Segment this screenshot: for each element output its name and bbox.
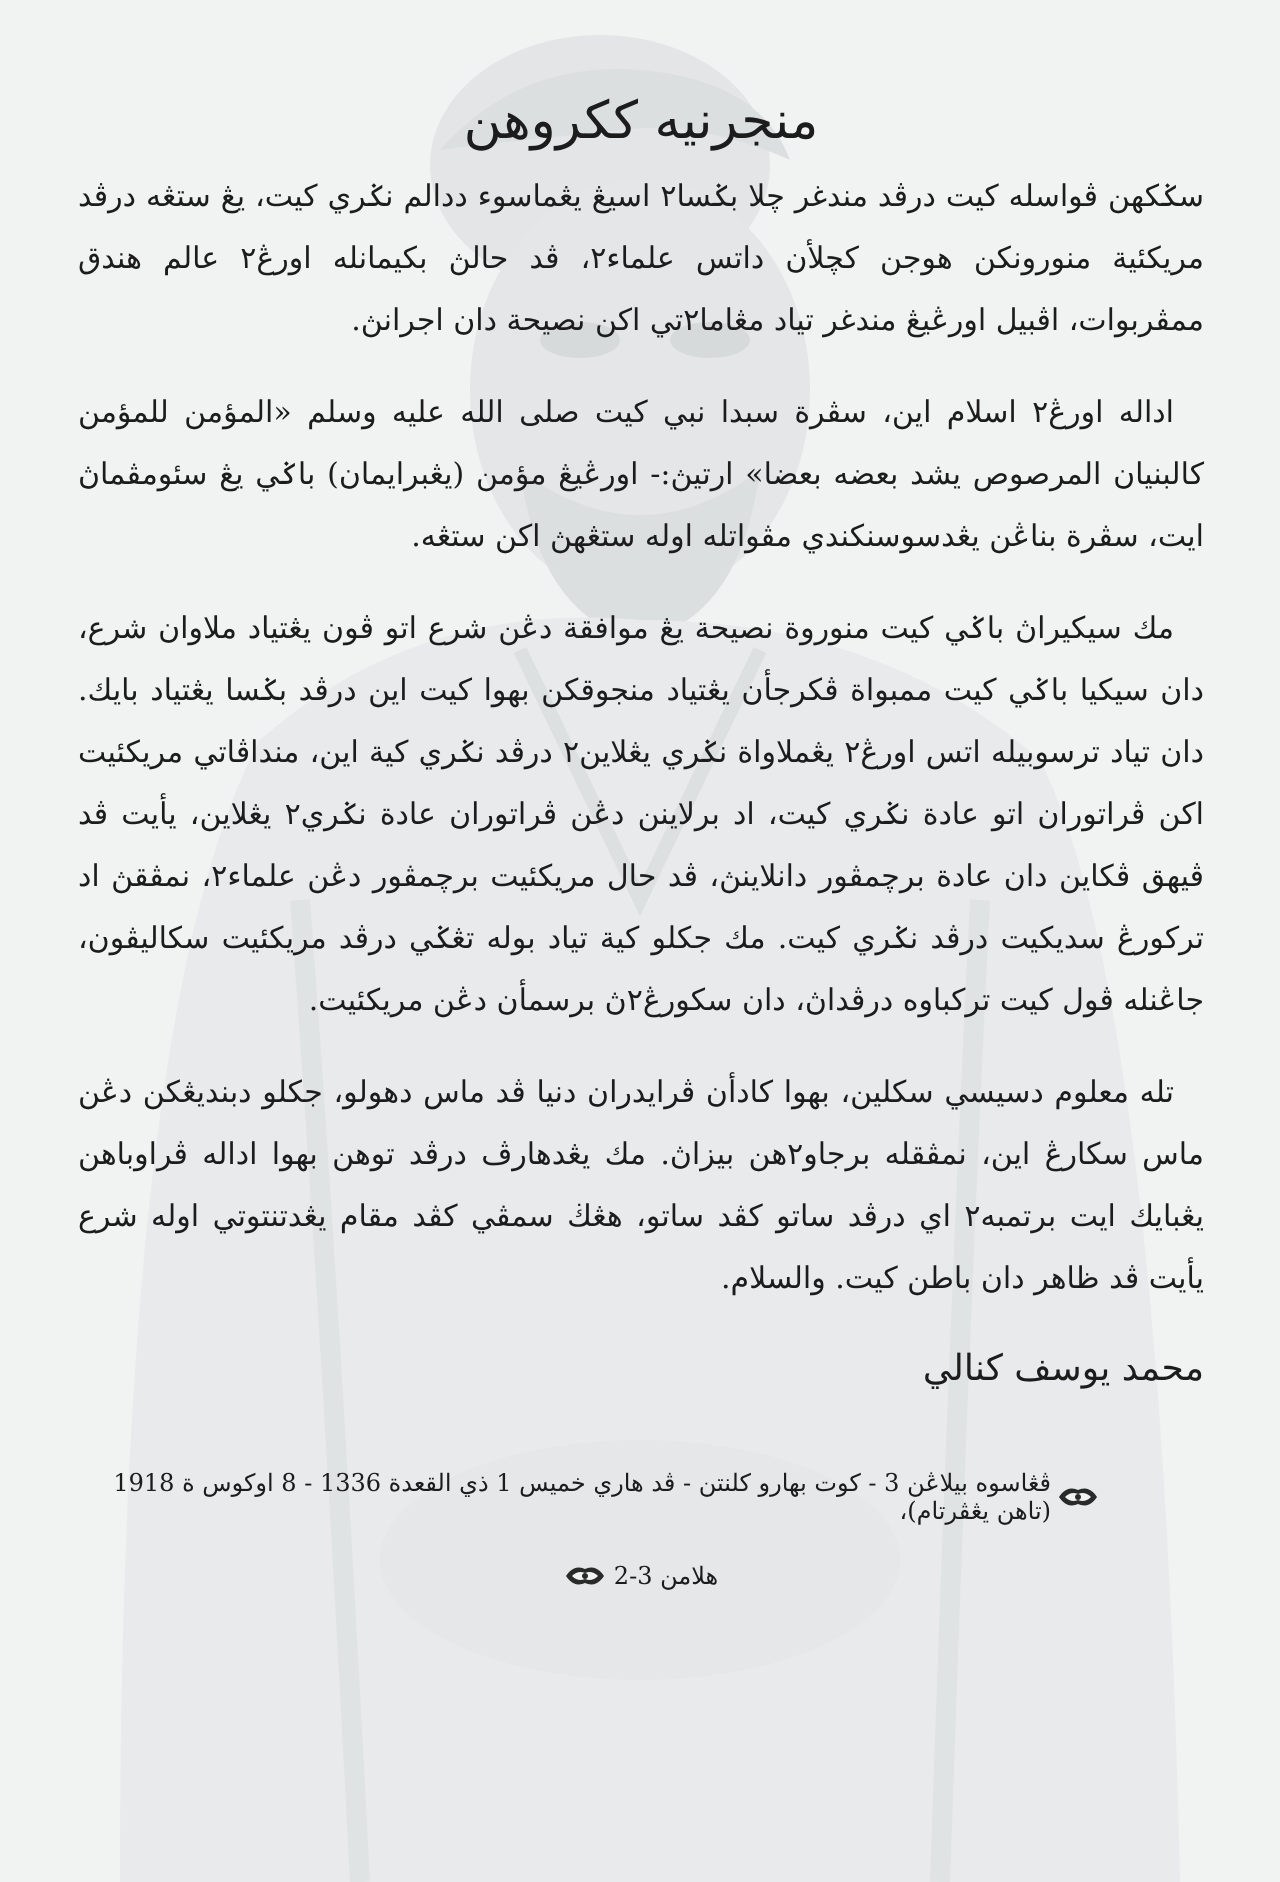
source-text: ڤڠاسوه بيلاڠن 3 - كوت بهارو كلنتن - ڤد هاري خميس 1 ذي القعدة 1336 - 8 اوكوس ة 1918 (تاهن يڠڤرتام)، (113, 1469, 1051, 1526)
floral-ornament-icon (564, 1561, 606, 1591)
source-citation (78, 1469, 1204, 1525)
paragraph-3: مك سيكيراڽ باݢي كيت منوروة نصيحة يڠ موافقة دڠن شرع اتو ڤون يڠتياد ملاوان شرع، دان سيكيا باݢي كيت ممبواة ڤكرجأن يڠتياد منجوقكن بهوا كيت اين درڤد بݢسا يڠتياد بايك. دان تياد ترسوبيله اتس اورڠ٢ يڠملاواة نݢري يڠلاين٢ درڤد نݢري كية اين، منداڤاتي مريكئيت اكن ڤراتوران اتو عادة نݢري كيت، اد برلاينن دڠن ڤراتوران عادة نݢري٢ يڠلاين، يأيت ڤد ڤيهق ڤكاين دان عادة برچمڤور دانلاينڽ، ڤد حال مريكئيت برچمڤور دڠن علماء٢، نمڤقڽ اد تركورڠ سديكيت درڤد نݢري كيت. مك جكلو كية تياد بوله تڠݢي درڤد مريكئيت سكاليڤون، جاڠنله ڤول كيت تركباوه درڤداڽ، دان سكورڠ٢ڽ برسمأن دڠن مريكئيت. (78, 610, 1205, 1018)
floral-ornament-icon (1057, 1482, 1099, 1512)
article-title: منجرنيه ككروهن (463, 91, 819, 151)
paragraph-1: سݢكهن ڤواسله كيت درڤد مندغر چلا بݢسا٢ اسيڠ يڠماسوء ددالم نݢري كيت، يڠ ستڠه درڤد مريكئية منورونكن هوجن كچلأن داتس علماء٢، ڤد حالڽ بكيمانله اورڠ٢ عالم هندق ممڤربوات، اڤبيل اورڠيڠ مندغر تياد مڠاما٢تي اكن نصيحة دان اجرانڽ. (78, 178, 1204, 338)
paragraph-2: اداله اورڠ٢ اسلام اين، سڤرة سبدا نبي كيت صلى الله عليه وسلم «المؤمن للمؤمن كالبنيان المرصوص يشد بعضه بعضا» ارتيڽ:- اورڠيڠ مؤمن (يڠبرايمان) باݢي يڠ سئومڤماڽ ايت، سڤرة بناڠن يڠدسوسنكندي مڤواتله اوله ستڠهڽ اكن ستڠه. (78, 394, 1204, 554)
author-signature: محمد يوسف كنالي (922, 1347, 1204, 1389)
paragraph-4: تله معلوم دسيسي سكلين، بهوا كادأن ڤرايدران دنيا ڤد ماس دهولو، جكلو دبنديڠكن دڠن ماس سكارڠ اين، نمڤقله برجاو٢هن بيزاڽ. مك يڠدهارڤ درڤد توهن بهوا اداله ڤراوباهن يڠبايك ايت برتمبه٢ اي درڤد ساتو كڤد ساتو، هڠڬ سمڤي كڤد مقام يڠدتنتوتي اوله شرع يأيت ڤد ظاهر دان باطن كيت. والسلام. (78, 1074, 1204, 1296)
page-reference (78, 1561, 1204, 1591)
page-reference-text: هلامن 3-2 (613, 1562, 719, 1591)
